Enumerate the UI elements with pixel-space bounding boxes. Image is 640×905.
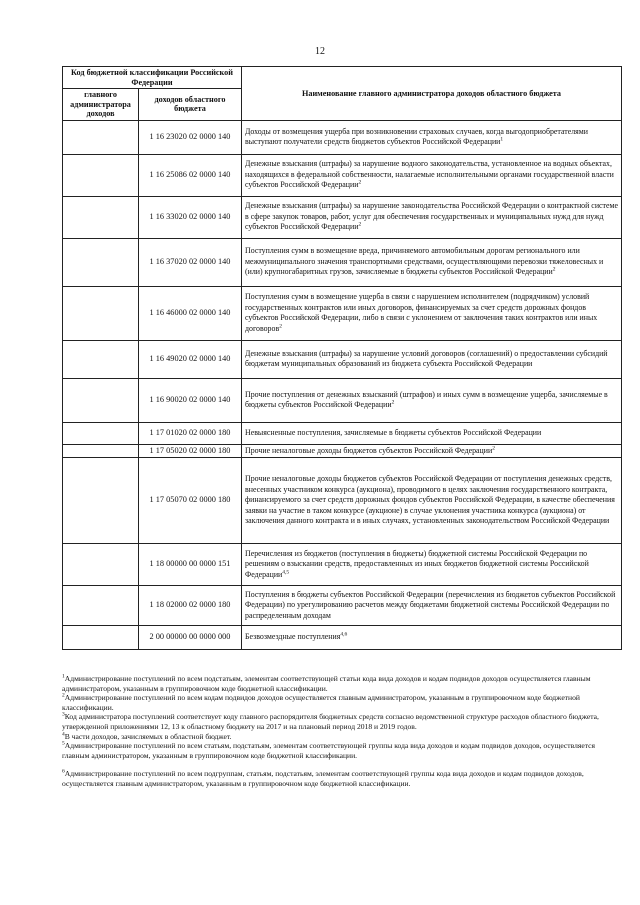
revenue-name-cell [242,378,622,422]
admin-code-cell [63,422,139,444]
footnote-ref: 2 [358,221,362,228]
footnote-ref: 2 [279,322,282,329]
table-row [63,340,622,378]
footnote-ref: 4,6 [340,631,348,638]
revenue-name-cell [242,544,622,586]
footnote [62,741,622,760]
revenue-name-cell [242,586,622,626]
revenue-name-text: Прочие неналоговые доходы бюджетов субъектов Российской Федерации от поступления денежных средств, внесенных участником конкурса (аукциона), проводимого в целях заключения государственного контракта, финансируемого за счет средств дорожных фондов субъектов Российской Федерации, в качестве обеспечения заявки на участие в таком конкурсе (аукционе) в случае уклонения участника конкурса (аукциона) от заключения данного контракта и в иных случаях, установленных законодательством Российской Федерации [245,474,615,526]
footnote-ref: 2 [391,399,395,406]
footnote-number: 3 [62,711,65,718]
footnote-number: 2 [62,692,65,699]
footnote-ref: 2 [492,444,495,451]
revenue-code-cell: 1 18 02000 02 0000 180 [139,586,242,626]
revenue-code-cell: 1 16 46000 02 0000 140 [139,286,242,340]
revenue-name-text: Безвозмездные поступления [245,632,341,642]
footnote-number: 5 [62,740,65,747]
revenue-name-cell [242,154,622,196]
table-row [63,196,622,238]
revenue-name-cell [242,458,622,544]
footnote-ref: 1 [500,136,504,143]
footnote-text: Администрирование поступлений по всем подгруппам, статьям, подстатьям, элементам соответствующей группы кода вида доходов и кодам подвидов доходов, осуществляется главным администратором, указанным в группировочном коде бюджетной классификации. [62,769,584,788]
revenue-code-cell: 1 16 90020 02 0000 140 [139,378,242,422]
header-admin: главного администратора доходов [63,89,139,121]
revenue-name-cell [242,286,622,340]
table-row [63,626,622,650]
revenue-name-text: Денежные взыскания (штрафы) за нарушение законодательства Российской Федерации о контрактной системе в сфере закупок товаров, работ, услуг для обеспечения государственных и муниципальных нужд для нужд субъектов Российской Федерации [245,201,618,232]
footnote-text: В части доходов, зачисляемых в областной бюджет. [64,731,232,741]
revenue-code-cell: 1 17 05070 02 0000 180 [139,458,242,544]
footnote [62,712,622,731]
table-row [63,154,622,196]
revenue-code-cell: 1 16 25086 02 0000 140 [139,154,242,196]
admin-code-cell [63,154,139,196]
table-row [63,458,622,544]
revenue-name-text: Прочие поступления от денежных взысканий (штрафов) и иных сумм в возмещение ущерба, зачисляемые в бюджеты субъектов Российской Федерации [245,389,608,409]
footnote-text: Администрирование поступлений по всем подстатьям, элементам соответствующей статьи кода вида доходов и кодам подвидов доходов осуществляется главным администратором, указанным в группировочном коде бюджетной классификации. [62,674,591,693]
admin-code-cell [63,340,139,378]
header-revenue: доходов областного бюджета [139,89,242,121]
page-number: 12 [315,46,325,57]
footnote [62,732,622,742]
footnote [62,674,622,693]
admin-code-cell [63,120,139,154]
revenue-code-cell: 1 18 00000 00 0000 151 [139,544,242,586]
revenue-name-cell [242,422,622,444]
revenue-name-cell [242,196,622,238]
revenue-name-text: Денежные взыскания (штрафы) за нарушение условий договоров (соглашений) о предоставлении субсидий бюджетам муниципальных образований из бюджета субъекта Российской Федерации [245,348,608,368]
revenue-code-cell: 1 16 49020 02 0000 140 [139,340,242,378]
revenue-name-text: Прочие неналоговые доходы бюджетов субъектов Российской Федерации [245,445,493,455]
table-row [63,544,622,586]
revenue-name-cell [242,238,622,286]
revenue-name-text: Доходы от возмещения ущерба при возникновении страховых случаев, когда выгодоприобретателями выступают получатели средств бюджетов субъектов Российской Федерации [245,126,589,146]
table-header-row [63,67,622,89]
table-body [63,120,622,650]
footnote-ref: 2 [552,266,556,273]
admin-code-cell [63,458,139,544]
revenue-code-cell: 1 16 37020 02 0000 140 [139,238,242,286]
revenue-name-cell [242,340,622,378]
footnote-text: Код администратора поступлений соответствует коду главного распорядителя бюджетных средств согласно ведомственной структуре расходов областного бюджета, утвержденной приложениями 12, 13 к областному бюджету на 2017 и на плановый период 2018 и 2019 годов. [62,712,599,731]
footnote [62,769,622,788]
revenue-name-text: Денежные взыскания (штрафы) за нарушение водного законодательства, установленное на водных объектах, находящихся в федеральной собственности, налагаемые исполнительными органами государственной власти субъектов Российской Федерации [245,159,614,190]
revenue-code-cell: 1 17 01020 02 0000 180 [139,422,242,444]
revenue-code-cell: 1 16 33020 02 0000 140 [139,196,242,238]
revenue-name-text: Поступления в бюджеты субъектов Российской Федерации (перечисления из бюджетов субъектов Российской Федерации) по урегулированию расчетов между бюджетами бюджетной системы Российской Федерации по распределенным доходам [245,589,616,620]
admin-code-cell [63,444,139,458]
footnote [62,693,622,712]
admin-code-cell [63,626,139,650]
table-row [63,120,622,154]
footnote-text: Администрирование поступлений по всем статьям, подстатьям, элементам соответствующей группы кода вида доходов и кодам подвидов доходов, осуществляется главным администратором, указанным в группировочном коде бюджетной классификации. [62,741,595,760]
table-row [63,286,622,340]
footnote-number: 4 [62,731,65,738]
admin-code-cell [63,378,139,422]
revenue-code-table [62,66,622,650]
table-row [63,586,622,626]
table-row [63,238,622,286]
admin-code-cell [63,544,139,586]
footnote-number: 1 [62,673,65,680]
revenue-code-cell: 1 17 05020 02 0000 180 [139,444,242,458]
revenue-name-text: Поступления сумм в возмещение ущерба в связи с нарушением исполнителем (подрядчиком) условий государственных контрактов или иных договоров, финансируемых за счет средств дорожных фондов субъектов Российской Федерации, либо в связи с уклонением от заключения таких контрактов или иных договоров [245,292,598,333]
footnote-ref: 4,5 [282,569,290,576]
revenue-name-cell [242,120,622,154]
revenue-name-cell [242,444,622,458]
header-code-group: Код бюджетной классификации Российской Федерации [63,67,242,89]
revenue-code-cell: 1 16 23020 02 0000 140 [139,120,242,154]
header-name: Наименование главного администратора доходов областного бюджета [242,67,622,121]
table-row [63,422,622,444]
revenue-code-cell: 2 00 00000 00 0000 000 [139,626,242,650]
admin-code-cell [63,286,139,340]
admin-code-cell [63,238,139,286]
footnote-ref: 2 [358,179,362,186]
revenue-name-text: Поступления сумм в возмещение вреда, причиняемого автомобильным дорогам регионального или межмуниципального значения транспортными средствами, осуществляющими перевозки тяжеловесных и (или) крупногабаритных грузов, зачисляемые в бюджеты субъектов Российской Федерации [245,246,604,277]
footnote-number: 6 [62,768,65,775]
revenue-name-cell [242,626,622,650]
admin-code-cell [63,196,139,238]
admin-code-cell [63,586,139,626]
revenue-name-text: Невыясненные поступления, зачисляемые в бюджеты субъектов Российской Федерации [245,427,542,437]
table-row [63,378,622,422]
footnote-text: Администрирование поступлений по всем кодам подвидов доходов осуществляется главным администратором, указанным в группировочном коде бюджетной классификации. [62,693,580,712]
revenue-name-text: Перечисления из бюджетов (поступления в бюджеты) бюджетной системы Российской Федерации по решениям о взыскании средств, предоставленных из иных бюджетов бюджетной системы Российской Федерации [245,548,589,579]
table-row [63,444,622,458]
footnotes [62,674,622,789]
